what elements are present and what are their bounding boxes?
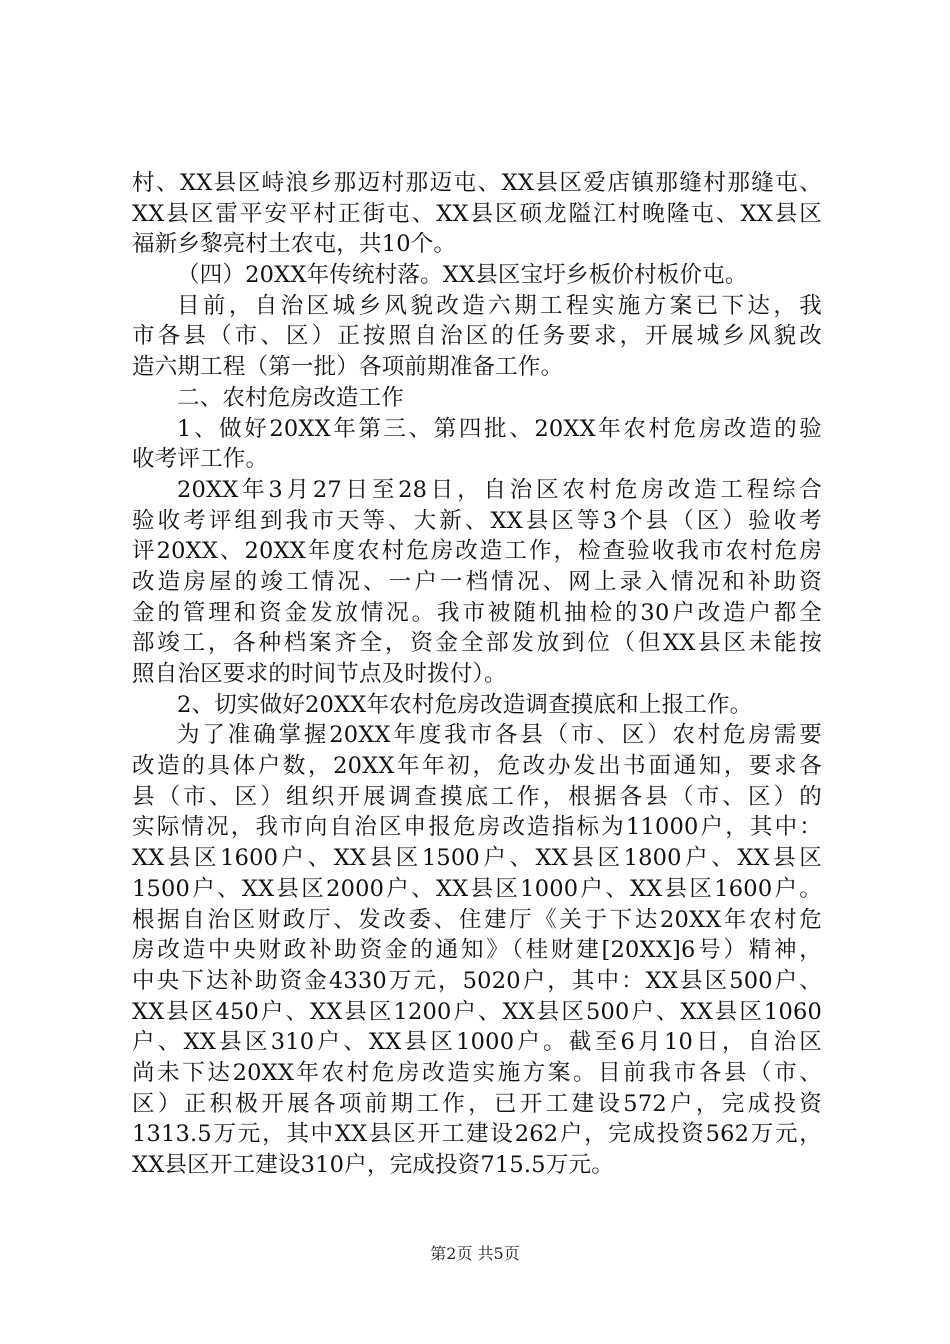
text-line: XX县区1600户、XX县区1500户、XX县区1800户、XX县区 bbox=[132, 845, 822, 872]
text-line: （四）20XX年传统村落。XX县区宝圩乡板价村板价屯。 bbox=[177, 262, 748, 289]
text-line: 二、农村危房改造工作 bbox=[177, 384, 405, 411]
text-line: 照自治区要求的时间节点及时拨付）。 bbox=[132, 661, 507, 687]
text-line: 为了准确掌握20XX年度我市各县（市、区）农村危房需要 bbox=[177, 722, 822, 749]
text-line: 县（市、区）组织开展调查摸底工作，根据各县（市、区）的 bbox=[132, 783, 822, 810]
text-line: 市各县（市、区）正按照自治区的任务要求，开展城乡风貌改 bbox=[132, 323, 822, 350]
page-footer bbox=[0, 1243, 950, 1265]
text-line: 村、XX县区峙浪乡那迈村那迈屯、XX县区爱店镇那缝村那缝屯、 bbox=[132, 170, 822, 196]
text-line: 实际情况，我市向自治区申报危房改造指标为11000户，其中： bbox=[132, 814, 822, 841]
text-line: 1、做好20XX年第三、第四批、20XX年农村危房改造的验 bbox=[177, 415, 822, 442]
page-number-label: 第2页 共5页 bbox=[430, 1244, 520, 1263]
text-line: 户、XX县区310户、XX县区1000户。截至6月10日，自治区 bbox=[132, 1029, 822, 1056]
text-line: 部竣工，各种档案齐全，资金全部发放到位（但XX县区未能按 bbox=[132, 630, 822, 657]
text-line: 验收考评组到我市天等、大新、XX县区等3个县（区）验收考 bbox=[132, 507, 822, 534]
text-line: 评20XX、20XX年度农村危房改造工作，检查验收我市农村危房 bbox=[132, 538, 822, 565]
text-line: 目前，自治区城乡风貌改造六期工程实施方案已下达，我 bbox=[177, 292, 822, 319]
text-line: 中央下达补助资金4330万元，5020户，其中：XX县区500户、 bbox=[132, 967, 822, 994]
text-line: 区）正积极开展各项前期工作，已开工建设572户，完成投资 bbox=[132, 1090, 822, 1117]
text-line: 1500户、XX县区2000户、XX县区1000户、XX县区1600户。 bbox=[132, 875, 822, 902]
text-line: 2、切实做好20XX年农村危房改造调查摸底和上报工作。 bbox=[177, 691, 753, 718]
text-line: 房改造中央财政补助资金的通知》（桂财建[20XX]6号）精神， bbox=[132, 937, 822, 964]
text-line: 福新乡黎亮村土农屯，共10个。 bbox=[132, 231, 457, 258]
text-line: 20XX年3月27日至28日，自治区农村危房改造工程综合 bbox=[177, 476, 822, 503]
text-line: XX县区开工建设310户，完成投资715.5万元。 bbox=[132, 1152, 614, 1178]
text-line: 尚未下达20XX年农村危房改造实施方案。目前我市各县（市、 bbox=[132, 1059, 822, 1086]
text-line: 收考评工作。 bbox=[132, 446, 269, 473]
text-line: 金的管理和资金发放情况。我市被随机抽检的30户改造户都全 bbox=[132, 599, 822, 626]
text-line: 改造的具体户数，20XX年年初，危改办发出书面通知，要求各 bbox=[132, 753, 822, 780]
document-body bbox=[132, 168, 822, 1181]
text-line: 根据自治区财政厅、发改委、住建厅《关于下达20XX年农村危 bbox=[132, 906, 822, 933]
text-line: 造六期工程（第一批）各项前期准备工作。 bbox=[132, 354, 564, 381]
text-line: 改造房屋的竣工情况、一户一档情况、网上录入情况和补助资 bbox=[132, 568, 822, 595]
text-line: XX县区450户、XX县区1200户、XX县区500户、XX县区1060 bbox=[132, 998, 822, 1025]
text-line: XX县区雷平安平村正街屯、XX县区硕龙隘江村晚隆屯、XX县区 bbox=[132, 200, 822, 227]
text-line: 1313.5万元，其中XX县区开工建设262户，完成投资562万元， bbox=[132, 1121, 822, 1148]
